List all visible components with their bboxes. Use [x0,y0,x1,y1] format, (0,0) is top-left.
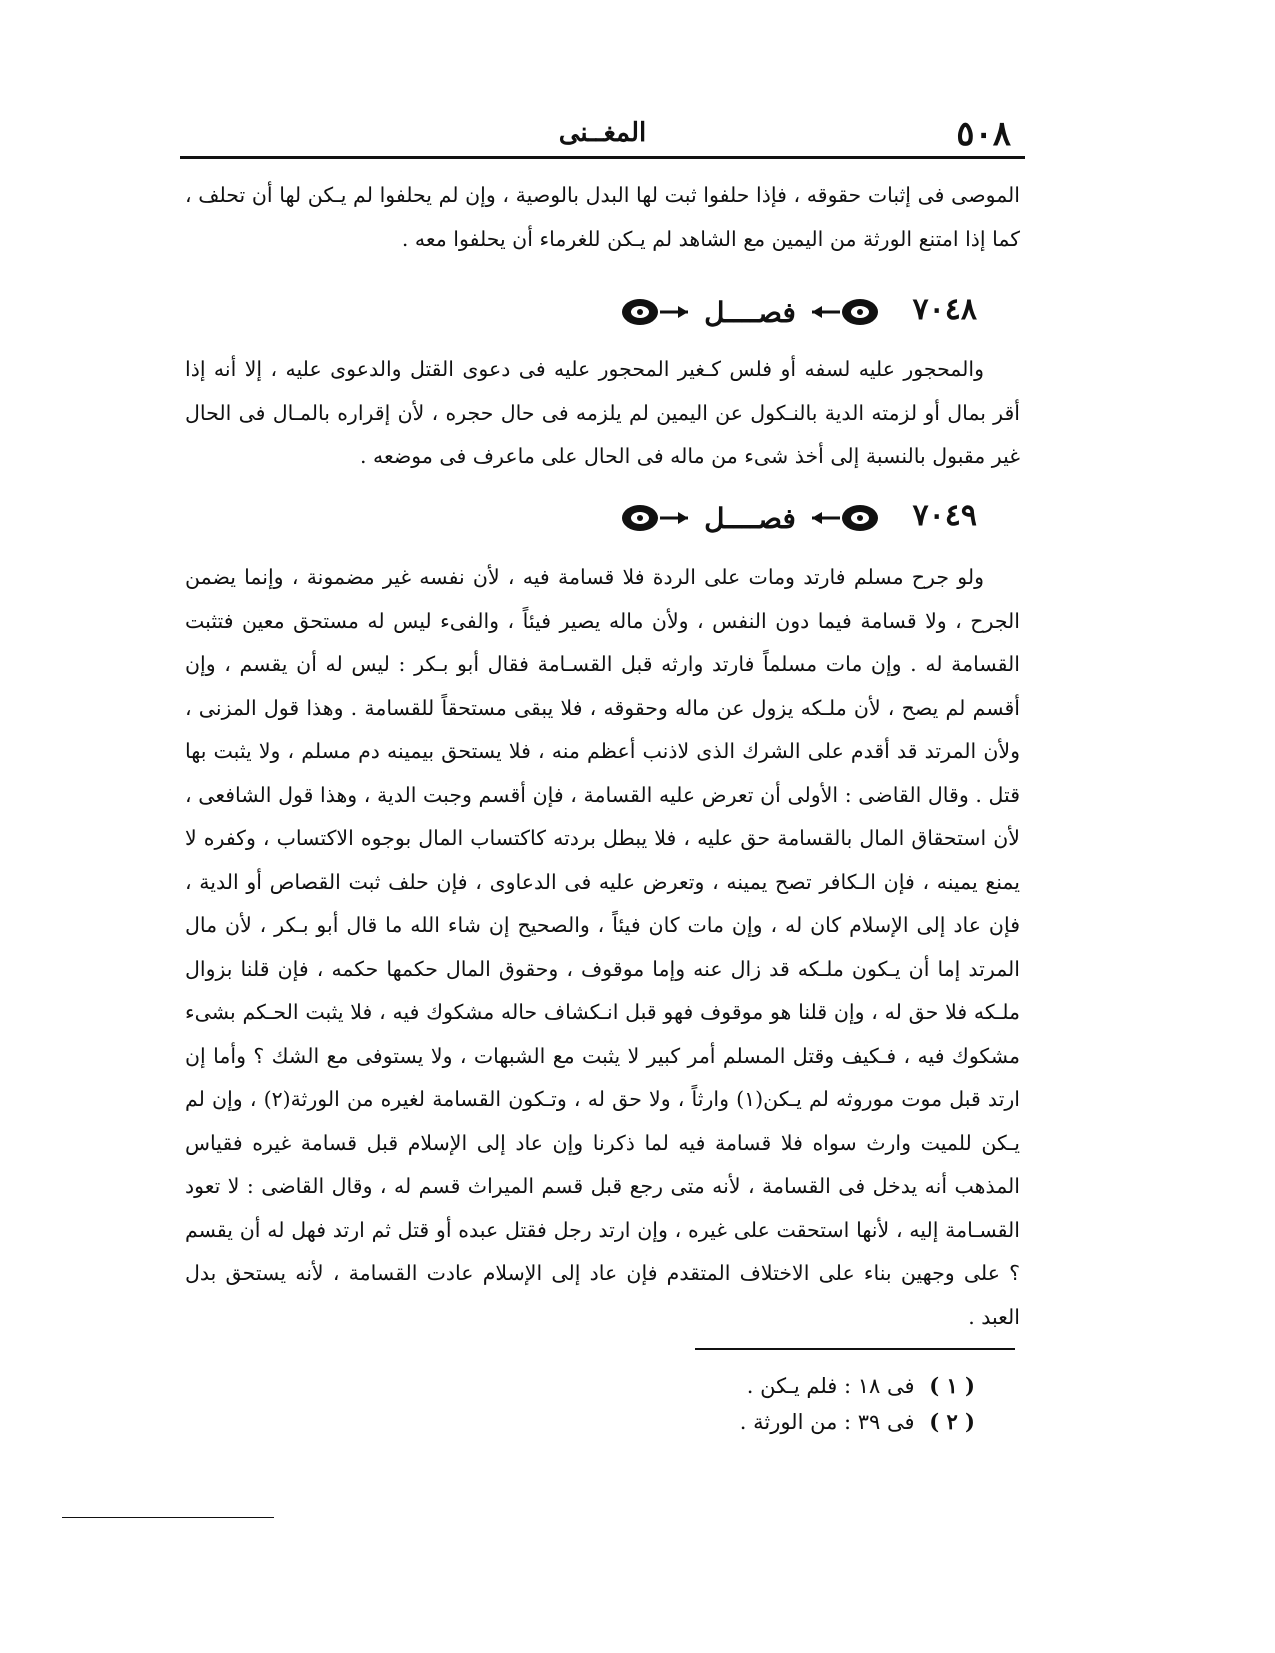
footnote-mark: ( ٢ ) [929,1409,975,1434]
section-heading-7049 [180,492,1025,548]
right-ornament-icon [618,501,690,535]
page-title: المغــنى [558,118,647,148]
section-title-group [600,496,900,540]
paragraph-section-7048: والمحجور عليه لسفه أو فلس كـغير المحجور عليه فى دعوى القتل والدعوى عليه ، إلا أنه إذا أقر بمال أو لزمته الدية بالنـكول عن اليمين لم يلزمه فى حال حجره ، لأن إقراره بالمـال فى الحال غير مقبول بالنسبة إلى أخذ شىء من ماله فى الحال على ماعرف فى موضعه . [185,357,1020,468]
footnote-2 [600,1404,975,1440]
running-header [180,108,1025,159]
section-title: فصــــل [704,501,796,535]
section-number: ٧٠٤٩ [912,498,977,533]
paragraph-intro: الموصى فى إثبات حقوقه ، فإذا حلفوا ثبت لها البدل بالوصية ، وإن لم يحلفوا لم يـكن لها أن تحلف ، كما إذا امتنع الورثة من اليمين مع الشاهد لم يـكن للغرماء أن يحلفوا معه . [185,183,1020,251]
footnote-divider [695,1348,1015,1350]
bottom-rule [62,1517,274,1518]
page-number: ٥٠٨ [956,114,1011,154]
left-ornament-icon [810,501,882,535]
footnote-mark: ( ١ ) [929,1373,975,1398]
right-ornament-icon [618,295,690,329]
footnote-text: فى ٣٩ : من الورثة . [739,1410,915,1434]
footnote-1 [600,1368,975,1404]
paragraph-section-7049: ولو جرح مسلم فارتد ومات على الردة فلا قسامة فيه ، لأن نفسه غير مضمونة ، وإنما يضمن الجرح ، ولا قسامة فيما دون النفس ، ولأن ماله يصير فيئاً ، والفىء ليس له مستحق معين فتثبت القسامة له . وإن مات مسلماً فارتد وارثه قبل القسـامة فقال أبو بـكر : ليس له أن يقسم ، وإن أقسم لم يصح ، لأن ملـكه يزول عن ماله وحقوقه ، فلا يبقى مستحقاً للقسامة . وهذا قول المزنى ، ولأن المرتد قد أقدم على الشرك الذى لاذنب أعظم منه ، فلا يستحق بيمينه دم مسلم ، ولا يثبت بها قتل . وقال القاضى : الأولى أن تعرض عليه القسامة ، فإن أقسم وجبت الدية ، وهذا قول الشافعى ، لأن استحقاق المال بالقسامة حق عليه ، فلا يبطل بردته كاكتساب المال بوجوه الاكتساب ، وكفره لا يمنع يمينه ، فإن الـكافر تصح يمينه ، وتعرض عليه فى الدعاوى ، فإن حلف ثبت القصاص أو الدية ، فإن عاد إلى الإسلام كان له ، وإن مات كان فيئاً ، والصحيح إن شاء الله ما قال أبو بـكر ، لأن مال المرتد إما أن يـكون ملـكه قد زال عنه وإما موقوف ، وحقوق المال حكمها حكمه ، فإن قلنا بزوال ملـكه فلا حق له ، وإن قلنا هو موقوف فهو قبل انـكشاف حاله مشكوك فيه ، فلا يثبت الحـكم بشىء مشكوك فيه ، فـكيف وقتل المسلم أمر كبير لا يثبت مع الشبهات ، ولا يستوفى مع الشك ؟ وأما إن ارتد قبل موت موروثه لم يـكن(١) وارثاً ، ولا حق له ، وتـكون القسامة لغيره من الورثة(٢) ، وإن لم يـكن للميت وارث سواه فلا قسامة فيه لما ذكرنا وإن عاد إلى الإسلام قبل قسامة غيره فقياس المذهب أنه يدخل فى القسامة ، لأنه متى رجع قبل قسم الميراث قسم له ، وقال القاضى : لا تعود القسـامة إليه ، لأنها استحقت على غيره ، وإن ارتد رجل فقتل عبده أو قتل ثم ارتد فهل له أن يقسم ؟ على وجهين بناء على الاختلاف المتقدم فإن عاد إلى الإسلام عادت القسامة ، لأنه يستحق بدل العبد . [185,565,1020,1329]
left-ornament-icon [810,295,882,329]
footnotes [600,1368,975,1440]
section-title: فصــــل [704,295,796,329]
section-number: ٧٠٤٨ [912,292,977,327]
section-heading-7048 [180,286,1025,342]
section-title-group [600,290,900,334]
footnote-text: فى ١٨ : فلم يـكن . [746,1374,915,1398]
